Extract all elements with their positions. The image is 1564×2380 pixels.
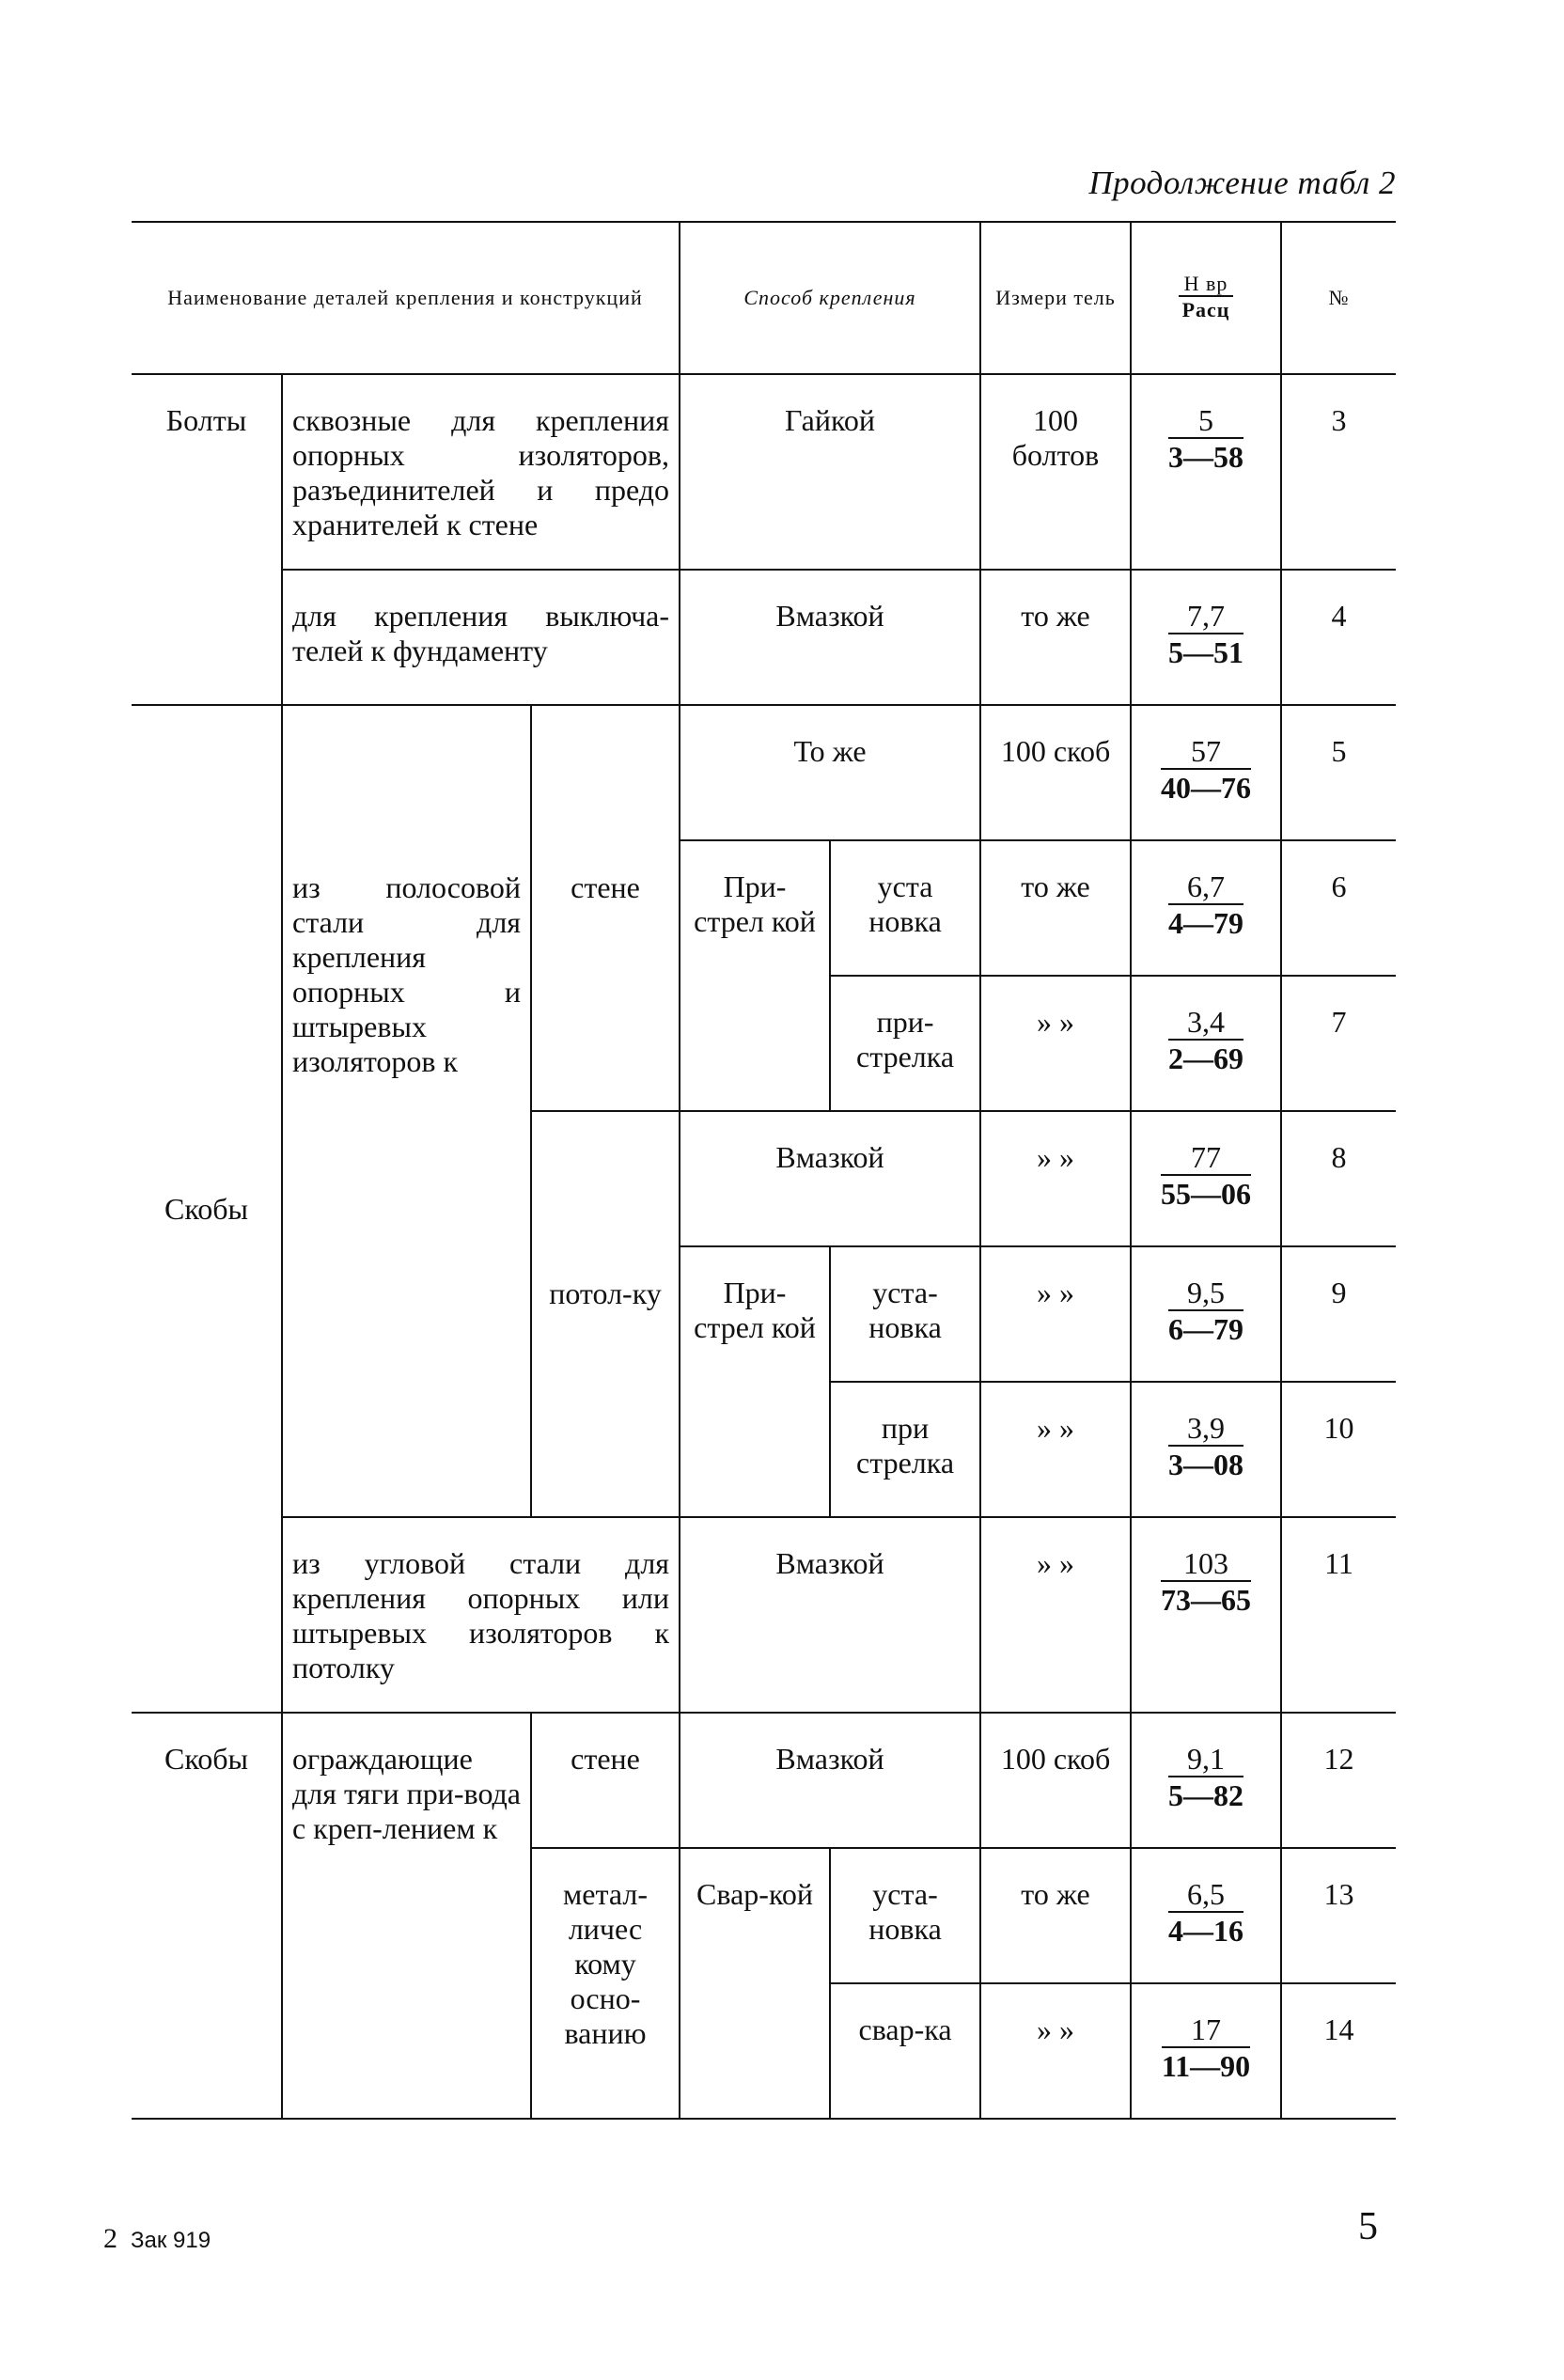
- norm-time: 103: [1161, 1546, 1251, 1582]
- norm-rate: 5—82: [1168, 1778, 1244, 1812]
- row-meter: 100 скоб: [980, 705, 1131, 840]
- row-meter: то же: [980, 1848, 1131, 1983]
- header-norm: [1131, 222, 1281, 374]
- norm-time: 6,5: [1168, 1877, 1243, 1913]
- row-norm: [1131, 1382, 1281, 1517]
- norm-rate: 40—76: [1161, 771, 1252, 805]
- row-desc: для крепления выключа-телей к фундаменту: [282, 570, 680, 705]
- row-method: То же: [680, 705, 980, 840]
- norm-time: 77: [1161, 1140, 1251, 1176]
- row-number: 3: [1281, 374, 1396, 570]
- row-operation: при-стрелка: [830, 976, 980, 1111]
- row-meter: 100 болтов: [980, 374, 1131, 570]
- row-sub: метал-личес кому осно-ванию: [531, 1848, 680, 2119]
- norm-rate: 55—06: [1161, 1177, 1252, 1211]
- row-norm: [1131, 570, 1281, 705]
- print-mark: [103, 2223, 211, 2255]
- row-operation: уста новка: [830, 840, 980, 976]
- norm-rate: 73—65: [1161, 1583, 1252, 1617]
- table-header-row: [132, 222, 1396, 374]
- row-norm: [1131, 1983, 1281, 2119]
- table-row: [132, 570, 1396, 705]
- fastening-table: [132, 221, 1396, 2120]
- header-norm-num: Н вр: [1179, 273, 1234, 297]
- row-sub: стене: [531, 705, 680, 1111]
- row-number: 13: [1281, 1848, 1396, 1983]
- row-number: 9: [1281, 1246, 1396, 1382]
- row-number: 10: [1281, 1382, 1396, 1517]
- page-number: 5: [1358, 2205, 1378, 2248]
- row-norm: [1131, 1246, 1281, 1382]
- row-method: Вмазкой: [680, 1111, 980, 1246]
- row-meter: 100 скоб: [980, 1713, 1131, 1848]
- row-norm: [1131, 840, 1281, 976]
- row-meter: » »: [980, 976, 1131, 1111]
- group-label: Болты: [132, 374, 282, 705]
- norm-rate: 4—79: [1168, 906, 1244, 940]
- norm-time: 17: [1162, 2012, 1250, 2048]
- norm-time: 57: [1161, 734, 1251, 770]
- header-norm-den: Расц: [1181, 298, 1230, 321]
- row-number: 4: [1281, 570, 1396, 705]
- row-number: 6: [1281, 840, 1396, 976]
- row-sub: стене: [531, 1713, 680, 1848]
- norm-time: 3,9: [1168, 1411, 1243, 1447]
- norm-time: 6,7: [1168, 869, 1243, 905]
- row-meter: » »: [980, 1246, 1131, 1382]
- row-desc: ограждающие для тяги при-вода с креп-лением к: [282, 1713, 531, 2119]
- row-method: При-стрел кой: [680, 840, 830, 1111]
- row-desc: из полосовой стали для крепления опорных и штыревых изоляторов к: [282, 705, 531, 1517]
- norm-rate: 4—16: [1168, 1914, 1244, 1948]
- norm-time: 9,1: [1168, 1742, 1243, 1777]
- row-method: Вмазкой: [680, 1517, 980, 1713]
- row-norm: [1131, 374, 1281, 570]
- norm-rate: 2—69: [1168, 1041, 1244, 1075]
- norm-time: 9,5: [1168, 1276, 1243, 1311]
- row-operation: уста-новка: [830, 1246, 980, 1382]
- row-operation: уста-новка: [830, 1848, 980, 1983]
- header-meter: Измери тель: [980, 222, 1131, 374]
- row-norm: [1131, 705, 1281, 840]
- row-number: 12: [1281, 1713, 1396, 1848]
- row-method: Вмазкой: [680, 570, 980, 705]
- norm-rate: 6—79: [1168, 1312, 1244, 1346]
- row-method: При-стрел кой: [680, 1246, 830, 1517]
- row-desc: из угловой стали для крепления опорных или штыревых изоляторов к потолку: [282, 1517, 680, 1713]
- table-caption: Продолжение табл 2: [1088, 164, 1396, 201]
- table-row: [132, 1517, 1396, 1713]
- row-meter: то же: [980, 570, 1131, 705]
- row-method: Свар-кой: [680, 1848, 830, 2119]
- norm-rate: 5—51: [1168, 635, 1244, 669]
- row-number: 14: [1281, 1983, 1396, 2119]
- row-meter: » »: [980, 1111, 1131, 1246]
- row-number: 7: [1281, 976, 1396, 1111]
- row-norm: [1131, 976, 1281, 1111]
- norm-rate: 11—90: [1161, 2049, 1251, 2083]
- row-meter: » »: [980, 1983, 1131, 2119]
- table-row: [132, 705, 1396, 840]
- row-operation: при стрелка: [830, 1382, 980, 1517]
- row-method: Вмазкой: [680, 1713, 980, 1848]
- header-number: №: [1281, 222, 1396, 374]
- print-mark-order: Зак 919: [131, 2228, 211, 2253]
- row-norm: [1131, 1713, 1281, 1848]
- row-meter: » »: [980, 1382, 1131, 1517]
- row-number: 5: [1281, 705, 1396, 840]
- group-label: Скобы: [132, 1713, 282, 2119]
- norm-rate: 3—58: [1168, 440, 1244, 474]
- row-meter: » »: [980, 1517, 1131, 1713]
- row-meter: то же: [980, 840, 1131, 976]
- row-norm: [1131, 1111, 1281, 1246]
- row-sub: потол-ку: [531, 1111, 680, 1517]
- row-norm: [1131, 1848, 1281, 1983]
- table-row: [132, 374, 1396, 570]
- header-method: Способ крепления: [680, 222, 980, 374]
- table-row: [132, 1713, 1396, 1848]
- row-desc: сквозные для крепления опорных изоляторов, разъединителей и предо хранителей к стене: [282, 374, 680, 570]
- norm-rate: 3—08: [1168, 1448, 1244, 1481]
- row-number: 11: [1281, 1517, 1396, 1713]
- norm-time: 7,7: [1168, 599, 1243, 634]
- print-mark-number: 2: [103, 2223, 117, 2254]
- header-name: Наименование деталей крепления и конструкций: [132, 222, 680, 374]
- norm-time: 3,4: [1168, 1005, 1243, 1041]
- row-norm: [1131, 1517, 1281, 1713]
- norm-time: 5: [1168, 403, 1243, 439]
- row-operation: свар-ка: [830, 1983, 980, 2119]
- row-method: Гайкой: [680, 374, 980, 570]
- row-number: 8: [1281, 1111, 1396, 1246]
- group-label: Скобы: [132, 705, 282, 1713]
